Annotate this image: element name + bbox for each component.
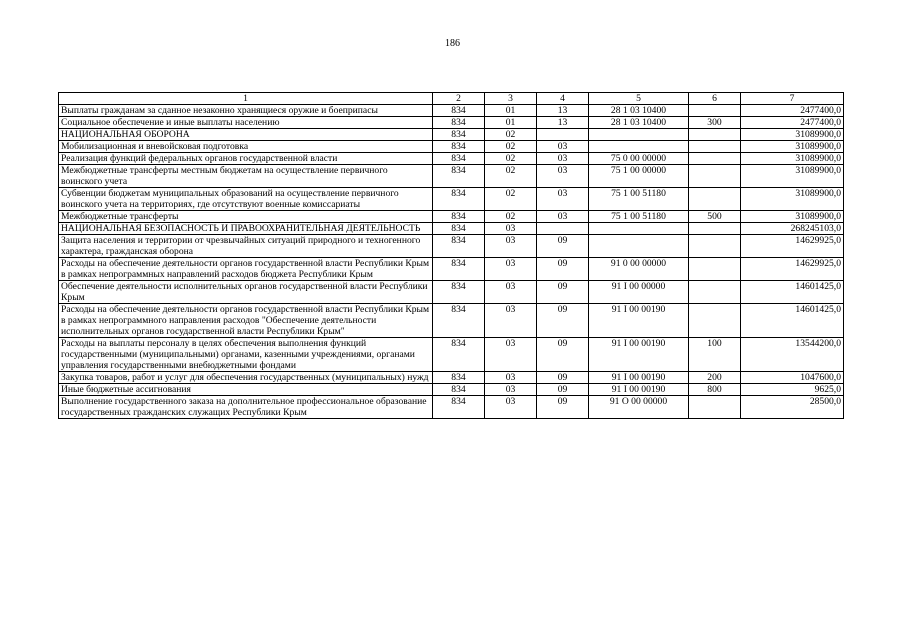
table-header-row bbox=[59, 93, 844, 105]
cell-grbs: 834 bbox=[433, 141, 485, 153]
cell-expense-type bbox=[689, 165, 741, 188]
cell-target-article: 91 I 00 00000 bbox=[589, 281, 689, 304]
cell-amount: 1047600,0 bbox=[741, 372, 844, 384]
cell-expense-type bbox=[689, 105, 741, 117]
cell-grbs: 834 bbox=[433, 338, 485, 372]
cell-expense-type bbox=[689, 304, 741, 338]
cell-target-article: 75 1 00 51180 bbox=[589, 211, 689, 223]
cell-expense-type: 100 bbox=[689, 338, 741, 372]
cell-name: Субвенции бюджетам муниципальных образований на осуществление первичного воинского учета на территориях, где отсутствуют военные комиссариаты bbox=[59, 188, 433, 211]
cell-grbs: 834 bbox=[433, 384, 485, 396]
column-header: 6 bbox=[689, 93, 741, 105]
cell-grbs: 834 bbox=[433, 372, 485, 384]
table-row bbox=[59, 153, 844, 165]
cell-subsection: 13 bbox=[537, 105, 589, 117]
cell-target-article: 75 0 00 00000 bbox=[589, 153, 689, 165]
cell-name: Защита населения и территории от чрезвычайных ситуаций природного и техногенного характера, гражданская оборона bbox=[59, 235, 433, 258]
cell-amount: 14601425,0 bbox=[741, 281, 844, 304]
cell-section: 02 bbox=[485, 141, 537, 153]
column-header: 2 bbox=[433, 93, 485, 105]
cell-section: 01 bbox=[485, 117, 537, 129]
table-row bbox=[59, 258, 844, 281]
table-row bbox=[59, 304, 844, 338]
cell-section: 03 bbox=[485, 396, 537, 419]
cell-subsection: 13 bbox=[537, 117, 589, 129]
column-header: 7 bbox=[741, 93, 844, 105]
cell-grbs: 834 bbox=[433, 153, 485, 165]
table-row bbox=[59, 105, 844, 117]
cell-grbs: 834 bbox=[433, 223, 485, 235]
cell-grbs: 834 bbox=[433, 105, 485, 117]
cell-amount: 2477400,0 bbox=[741, 105, 844, 117]
cell-expense-type: 800 bbox=[689, 384, 741, 396]
cell-grbs: 834 bbox=[433, 117, 485, 129]
cell-name: Выполнение государственного заказа на дополнительное профессиональное образование государственных гражданских служащих Республики Крым bbox=[59, 396, 433, 419]
cell-amount: 31089900,0 bbox=[741, 165, 844, 188]
cell-target-article: 91 I 00 00190 bbox=[589, 384, 689, 396]
table-row bbox=[59, 223, 844, 235]
cell-target-article: 75 1 00 51180 bbox=[589, 188, 689, 211]
cell-amount: 268245103,0 bbox=[741, 223, 844, 235]
cell-amount: 14629925,0 bbox=[741, 235, 844, 258]
cell-expense-type bbox=[689, 396, 741, 419]
table-row bbox=[59, 211, 844, 223]
table-row bbox=[59, 129, 844, 141]
cell-section: 03 bbox=[485, 258, 537, 281]
cell-subsection bbox=[537, 223, 589, 235]
cell-subsection: 09 bbox=[537, 235, 589, 258]
cell-name: НАЦИОНАЛЬНАЯ ОБОРОНА bbox=[59, 129, 433, 141]
cell-subsection: 09 bbox=[537, 281, 589, 304]
cell-section: 02 bbox=[485, 165, 537, 188]
cell-expense-type bbox=[689, 258, 741, 281]
cell-section: 02 bbox=[485, 211, 537, 223]
cell-section: 02 bbox=[485, 153, 537, 165]
cell-grbs: 834 bbox=[433, 281, 485, 304]
cell-name: Расходы на обеспечение деятельности органов государственной власти Республики Крым в рамках непрограммных направлений расходов бюджета Республики Крым bbox=[59, 258, 433, 281]
cell-target-article: 91 O 00 00000 bbox=[589, 396, 689, 419]
cell-section: 03 bbox=[485, 304, 537, 338]
cell-amount: 31089900,0 bbox=[741, 141, 844, 153]
cell-target-article bbox=[589, 223, 689, 235]
column-header: 1 bbox=[59, 93, 433, 105]
cell-name: Выплаты гражданам за сданное незаконно хранящиеся оружие и боеприпасы bbox=[59, 105, 433, 117]
cell-section: 01 bbox=[485, 105, 537, 117]
cell-subsection: 09 bbox=[537, 384, 589, 396]
cell-section: 02 bbox=[485, 129, 537, 141]
cell-amount: 31089900,0 bbox=[741, 211, 844, 223]
cell-subsection: 09 bbox=[537, 396, 589, 419]
cell-target-article: 91 I 00 00190 bbox=[589, 372, 689, 384]
page-number: 186 bbox=[445, 38, 460, 49]
cell-expense-type bbox=[689, 281, 741, 304]
cell-name: Межбюджетные трансферты bbox=[59, 211, 433, 223]
table-row bbox=[59, 384, 844, 396]
cell-name: Межбюджетные трансферты местным бюджетам на осуществление первичного воинского учета bbox=[59, 165, 433, 188]
column-header: 5 bbox=[589, 93, 689, 105]
cell-section: 02 bbox=[485, 188, 537, 211]
cell-section: 03 bbox=[485, 384, 537, 396]
cell-grbs: 834 bbox=[433, 188, 485, 211]
cell-section: 03 bbox=[485, 235, 537, 258]
table-row bbox=[59, 235, 844, 258]
cell-amount: 31089900,0 bbox=[741, 129, 844, 141]
cell-grbs: 834 bbox=[433, 235, 485, 258]
table-row bbox=[59, 338, 844, 372]
cell-amount: 28500,0 bbox=[741, 396, 844, 419]
cell-amount: 9625,0 bbox=[741, 384, 844, 396]
cell-expense-type bbox=[689, 141, 741, 153]
cell-subsection: 03 bbox=[537, 165, 589, 188]
budget-table bbox=[58, 92, 844, 419]
cell-subsection: 03 bbox=[537, 141, 589, 153]
cell-subsection: 09 bbox=[537, 304, 589, 338]
table-row bbox=[59, 188, 844, 211]
cell-section: 03 bbox=[485, 338, 537, 372]
cell-subsection: 03 bbox=[537, 188, 589, 211]
cell-target-article: 91 I 00 00190 bbox=[589, 338, 689, 372]
cell-grbs: 834 bbox=[433, 129, 485, 141]
table-row bbox=[59, 117, 844, 129]
cell-name: НАЦИОНАЛЬНАЯ БЕЗОПАСНОСТЬ И ПРАВООХРАНИТЕЛЬНАЯ ДЕЯТЕЛЬНОСТЬ bbox=[59, 223, 433, 235]
cell-name: Социальное обеспечение и иные выплаты населению bbox=[59, 117, 433, 129]
cell-section: 03 bbox=[485, 223, 537, 235]
cell-section: 03 bbox=[485, 281, 537, 304]
cell-grbs: 834 bbox=[433, 211, 485, 223]
cell-section: 03 bbox=[485, 372, 537, 384]
cell-name: Обеспечение деятельности исполнительных органов государственной власти Республики Крым bbox=[59, 281, 433, 304]
cell-amount: 31089900,0 bbox=[741, 188, 844, 211]
table-row bbox=[59, 141, 844, 153]
cell-expense-type bbox=[689, 188, 741, 211]
cell-target-article: 75 1 00 00000 bbox=[589, 165, 689, 188]
cell-expense-type: 500 bbox=[689, 211, 741, 223]
cell-target-article: 91 0 00 00000 bbox=[589, 258, 689, 281]
cell-target-article: 28 1 03 10400 bbox=[589, 105, 689, 117]
cell-name: Мобилизационная и вневойсковая подготовка bbox=[59, 141, 433, 153]
cell-amount: 14629925,0 bbox=[741, 258, 844, 281]
cell-target-article bbox=[589, 141, 689, 153]
cell-expense-type: 300 bbox=[689, 117, 741, 129]
cell-subsection: 09 bbox=[537, 372, 589, 384]
cell-name: Реализация функций федеральных органов государственной власти bbox=[59, 153, 433, 165]
cell-subsection: 09 bbox=[537, 338, 589, 372]
cell-subsection: 03 bbox=[537, 211, 589, 223]
column-header: 3 bbox=[485, 93, 537, 105]
column-header: 4 bbox=[537, 93, 589, 105]
cell-subsection: 03 bbox=[537, 153, 589, 165]
cell-grbs: 834 bbox=[433, 258, 485, 281]
cell-name: Закупка товаров, работ и услуг для обеспечения государственных (муниципальных) нужд bbox=[59, 372, 433, 384]
cell-grbs: 834 bbox=[433, 304, 485, 338]
cell-expense-type bbox=[689, 223, 741, 235]
cell-amount: 31089900,0 bbox=[741, 153, 844, 165]
cell-target-article bbox=[589, 235, 689, 258]
cell-grbs: 834 bbox=[433, 396, 485, 419]
cell-grbs: 834 bbox=[433, 165, 485, 188]
table-row bbox=[59, 396, 844, 419]
cell-subsection bbox=[537, 129, 589, 141]
cell-amount: 13544200,0 bbox=[741, 338, 844, 372]
cell-name: Расходы на обеспечение деятельности органов государственной власти Республики Крым в рамках непрограммного направления расходов "Обеспечение деятельности исполнительных органов государственной власти Республики Крым" bbox=[59, 304, 433, 338]
cell-amount: 2477400,0 bbox=[741, 117, 844, 129]
cell-name: Иные бюджетные ассигнования bbox=[59, 384, 433, 396]
cell-amount: 14601425,0 bbox=[741, 304, 844, 338]
table-row bbox=[59, 281, 844, 304]
cell-subsection: 09 bbox=[537, 258, 589, 281]
cell-expense-type bbox=[689, 153, 741, 165]
cell-target-article: 28 1 03 10400 bbox=[589, 117, 689, 129]
cell-target-article bbox=[589, 129, 689, 141]
cell-expense-type: 200 bbox=[689, 372, 741, 384]
table-row bbox=[59, 372, 844, 384]
cell-name: Расходы на выплаты персоналу в целях обеспечения выполнения функций государственными (муниципальными) органами, казенными учреждениями, органами управления государственными внебюджетными фондами bbox=[59, 338, 433, 372]
cell-target-article: 91 I 00 00190 bbox=[589, 304, 689, 338]
table-row bbox=[59, 165, 844, 188]
cell-expense-type bbox=[689, 235, 741, 258]
cell-expense-type bbox=[689, 129, 741, 141]
